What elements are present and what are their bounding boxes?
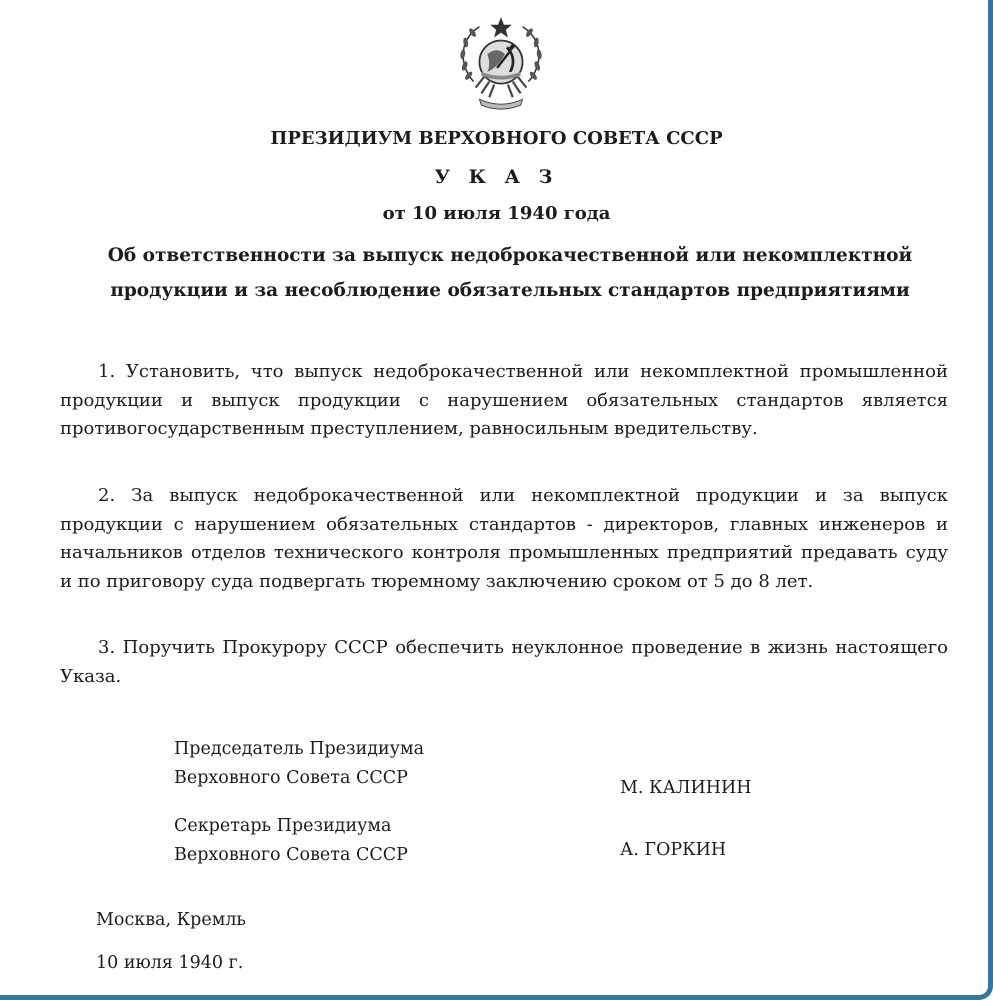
signing-place: Москва, Кремль [96, 910, 246, 930]
signatory-1-name: М. КАЛИНИН [620, 778, 752, 798]
signatory-2-name: А. ГОРКИН [620, 840, 727, 860]
signatory-1-title-line2: Верховного Совета СССР [174, 767, 408, 788]
signatory-1-title [174, 735, 424, 792]
paragraph-2: 2. За выпуск недоброкачественной или некомплектной продукции и за выпуск продукции с нарушением обязательных стандартов - директоров, главных инженеров и начальников отделов технического контроля промышленных предприятий предавать суду и по приговору суда подвергать тюремному заключению сроком от 5 до 8 лет. [60, 485, 948, 592]
signing-date: 10 июля 1940 г. [96, 953, 244, 973]
paragraph-3: 3. Поручить Прокурору СССР обеспечить неуклонное проведение в жизнь настоящего Указа. [60, 637, 948, 687]
document-date-heading: от 10 июля 1940 года [382, 203, 611, 224]
ussr-coat-of-arms-icon [452, 14, 550, 114]
signatory-2-title-line2: Верховного Совета СССР [174, 844, 408, 865]
issuer-heading: ПРЕЗИДИУМ ВЕРХОВНОГО СОВЕТА СССР [270, 128, 723, 149]
document-type-heading: У К А З [434, 166, 559, 188]
signatory-1-title-line1: Председатель Президиума [174, 739, 425, 759]
paragraph-1: 1. Установить, что выпуск недоброкачественной или некомплектной промышленной продукции и выпуск продукции с нарушением обязательных стандартов является противогосударственным преступлением, равносильным вредительству. [60, 361, 948, 439]
signatory-2-title-line1: Секретарь Президиума [174, 816, 392, 836]
signatory-2-title [174, 812, 408, 869]
document-subject: Об ответственности за выпуск недоброкачественной или некомплектной продукции и за несоблюдение обязательных стандартов предприятиями [107, 245, 913, 301]
